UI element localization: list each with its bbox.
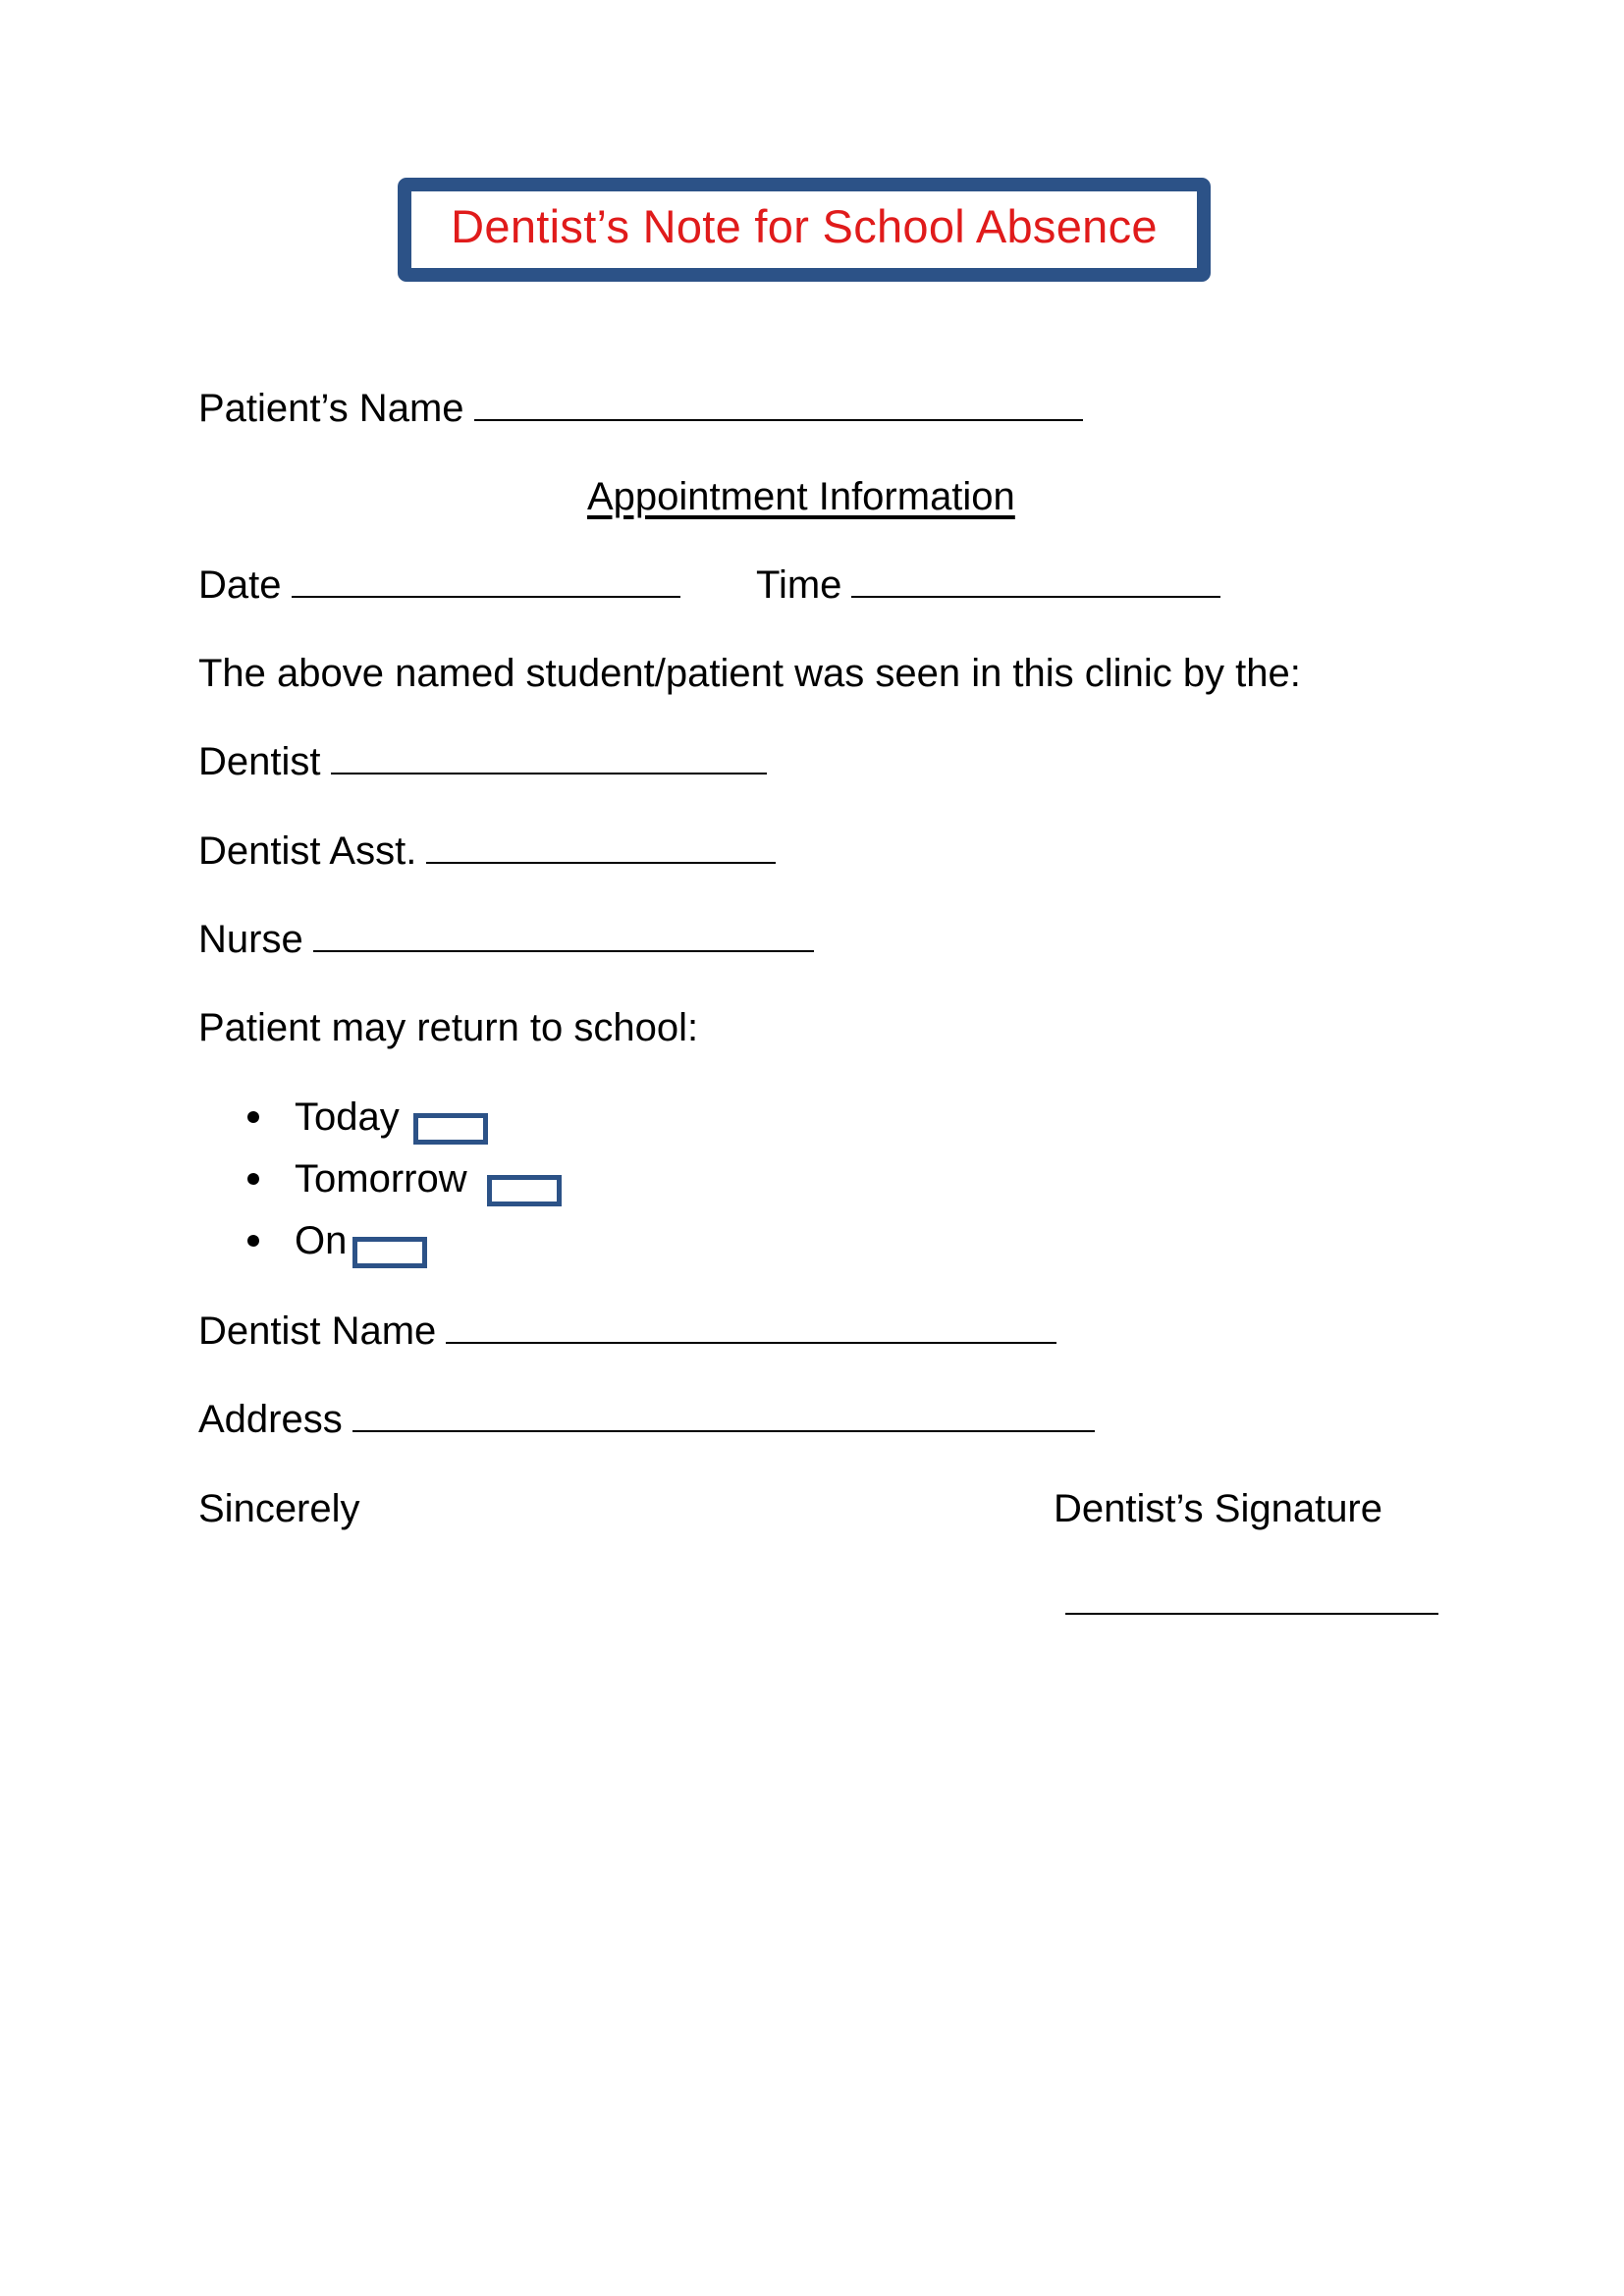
return-option-tomorrow	[247, 1151, 562, 1213]
dentist-asst-row	[198, 828, 776, 875]
nurse-row	[198, 916, 814, 963]
document-title: Dentist’s Note for School Absence	[451, 200, 1158, 252]
address-label: Address	[198, 1398, 343, 1441]
today-checkbox[interactable]	[413, 1113, 488, 1145]
nurse-field[interactable]	[313, 919, 814, 952]
address-field[interactable]	[352, 1399, 1095, 1432]
return-option-on	[247, 1213, 562, 1275]
tomorrow-checkbox[interactable]	[487, 1175, 562, 1206]
on-date-checkbox[interactable]	[352, 1237, 427, 1268]
dentist-name-field[interactable]	[446, 1310, 1056, 1344]
time-label: Time	[756, 563, 842, 607]
address-row	[198, 1396, 1095, 1443]
bullet-icon	[247, 1173, 259, 1185]
dentist-asst-label: Dentist Asst.	[198, 829, 417, 873]
return-options-list	[247, 1090, 562, 1275]
signature-line[interactable]	[1065, 1613, 1438, 1615]
appointment-heading: Appointment Information	[587, 475, 1015, 518]
dentist-field[interactable]	[331, 741, 767, 774]
dentist-asst-field[interactable]	[426, 830, 776, 864]
nurse-label: Nurse	[198, 918, 303, 961]
closing-text: Sincerely	[198, 1487, 360, 1530]
time-field[interactable]	[851, 564, 1220, 598]
date-label: Date	[198, 563, 282, 607]
date-row	[198, 561, 680, 609]
dentist-row	[198, 738, 767, 785]
patient-name-label: Patient’s Name	[198, 387, 464, 430]
date-field[interactable]	[292, 564, 680, 598]
return-option-label: On	[295, 1219, 348, 1262]
return-option-today	[247, 1090, 562, 1151]
title-frame	[398, 178, 1211, 282]
dentist-label: Dentist	[198, 740, 321, 783]
patient-name-field[interactable]	[474, 388, 1083, 421]
return-option-label: Tomorrow	[295, 1157, 467, 1201]
dentist-name-row	[198, 1308, 1056, 1355]
bullet-icon	[247, 1235, 259, 1247]
dentist-name-label: Dentist Name	[198, 1309, 437, 1353]
bullet-icon	[247, 1111, 259, 1123]
patient-name-row	[198, 385, 1083, 432]
time-row	[756, 561, 1220, 609]
return-option-label: Today	[295, 1095, 400, 1139]
seen-statement: The above named student/patient was seen in this clinic by the:	[198, 652, 1301, 695]
signature-label: Dentist’s Signature	[1054, 1487, 1382, 1530]
return-label: Patient may return to school:	[198, 1006, 699, 1049]
